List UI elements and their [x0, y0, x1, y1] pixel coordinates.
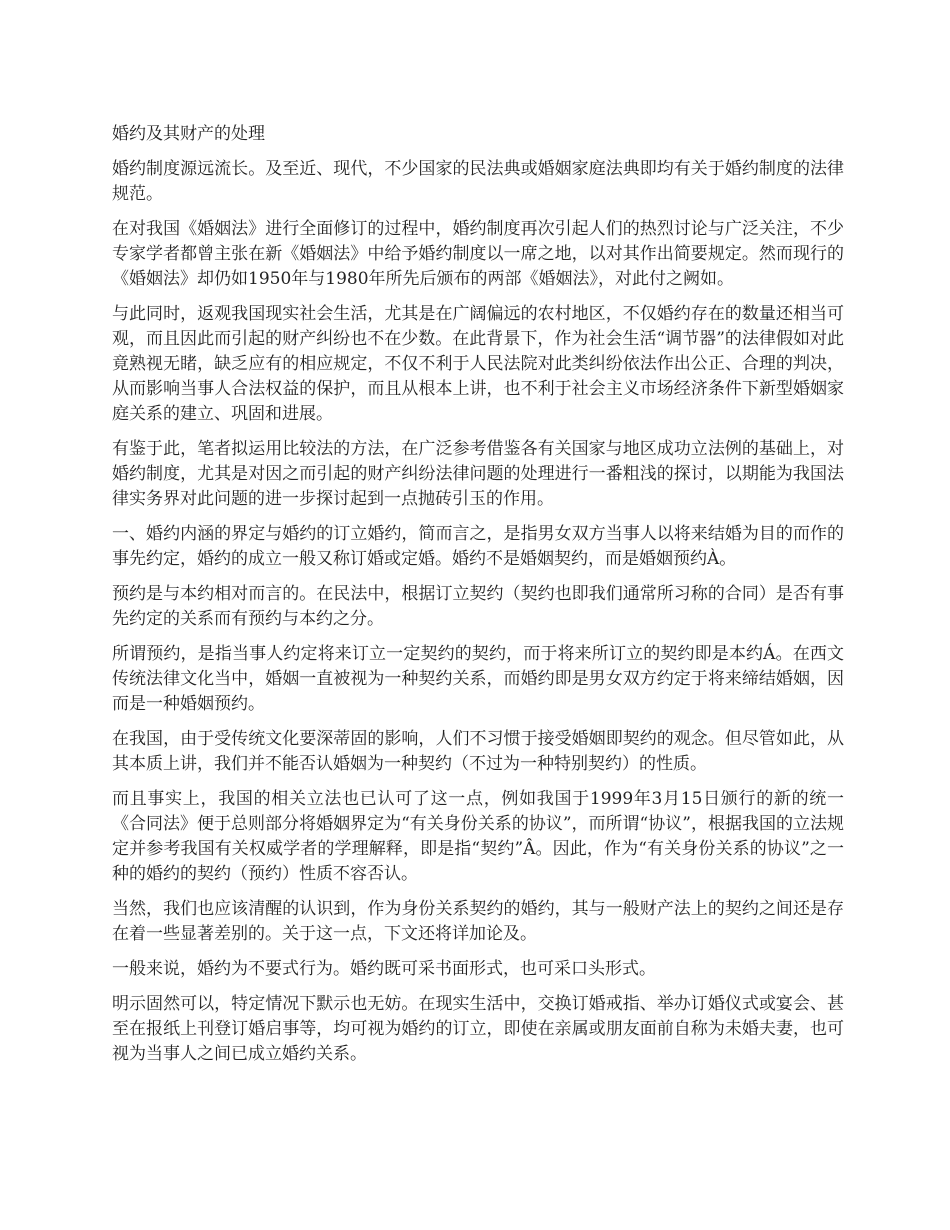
paragraph-8: 在我国，由于受传统文化要深蒂固的影响，人们不习惯于接受婚姻即契约的观念。但尽管如此，从其本质上讲，我们并不能否认婚姻为一种契约（不过为一种特别契约）的性质。 [112, 729, 844, 774]
paragraph-2: 在对我国《婚姻法》进行全面修订的过程中，婚约制度再次引起人们的热烈讨论与广泛关注，不少专家学者都曾主张在新《婚姻法》中给予婚约制度以一席之地，以对其作出简要规定。然而现行的《婚姻法》却仍如1950年与1980年所先后颁布的两部《婚姻法》，对此付之阙如。 [112, 219, 844, 289]
paragraph-10: 当然，我们也应该清醒的认识到，作为身份关系契约的婚约，其与一般财产法上的契约之间还是存在着一些显著差别的。关于这一点，下文还将详加论及。 [112, 899, 844, 944]
document-page [112, 122, 844, 1077]
document-title: 婚约及其财产的处理 [112, 124, 265, 144]
paragraph-5: 一、婚约内涵的界定与婚约的订立婚约，简而言之，是指男女双方当事人以将来结婚为目的而作的事先约定，婚约的成立一般又称订婚或定婚。婚约不是婚姻契约，而是婚姻预约À。 [112, 524, 844, 569]
paragraph-1: 婚约制度源远流长。及至近、现代，不少国家的民法典或婚姻家庭法典即均有关于婚约制度的法律规范。 [112, 159, 844, 204]
paragraph-11: 一般来说，婚约为不要式行为。婚约既可采书面形式，也可采口头形式。 [112, 959, 656, 979]
paragraph-7: 所谓预约，是指当事人约定将来订立一定契约的契约，而于将来所订立的契约即是本约Á。在西文传统法律文化当中，婚姻一直被视为一种契约关系，而婚约即是男女双方约定于将来缔结婚姻，因而是一种婚姻预约。 [112, 644, 844, 714]
paragraph-4: 有鉴于此，笔者拟运用比较法的方法，在广泛参考借鉴各有关国家与地区成功立法例的基础上，对婚约制度，尤其是对因之而引起的财产纠纷法律问题的处理进行一番粗浅的探讨，以期能为我国法律实务界对此问题的进一步探讨起到一点抛砖引玉的作用。 [112, 439, 844, 509]
paragraph-6: 预约是与本约相对而言的。在民法中，根据订立契约（契约也即我们通常所习称的合同）是否有事先约定的关系而有预约与本约之分。 [112, 584, 844, 629]
paragraph-9: 而且事实上，我国的相关立法也已认可了这一点，例如我国于1999年3月15日颁行的新的统一《合同法》便于总则部分将婚姻界定为“有关身份关系的协议”，而所谓“协议”，根据我国的立法规定并参考我国有关权威学者的学理解释，即是指“契约”Â。因此，作为“有关身份关系的协议”之一种的婚约的契约（预约）性质不容否认。 [112, 789, 844, 884]
paragraph-3: 与此同时，返观我国现实社会生活，尤其是在广阔偏远的农村地区，不仅婚约存在的数量还相当可观，而且因此而引起的财产纠纷也不在少数。在此背景下，作为社会生活“调节器”的法律假如对此竟熟视无睹，缺乏应有的相应规定，不仅不利于人民法院对此类纠纷依法作出公正、合理的判决，从而影响当事人合法权益的保护，而且从根本上讲，也不利于社会主义市场经济条件下新型婚姻家庭关系的建立、巩固和进展。 [112, 304, 844, 424]
paragraph-12: 明示固然可以，特定情况下默示也无妨。在现实生活中，交换订婚戒指、举办订婚仪式或宴会、甚至在报纸上刊登订婚启事等，均可视为婚约的订立，即使在亲属或朋友面前自称为未婚夫妻，也可视为当事人之间已成立婚约关系。 [112, 994, 844, 1064]
